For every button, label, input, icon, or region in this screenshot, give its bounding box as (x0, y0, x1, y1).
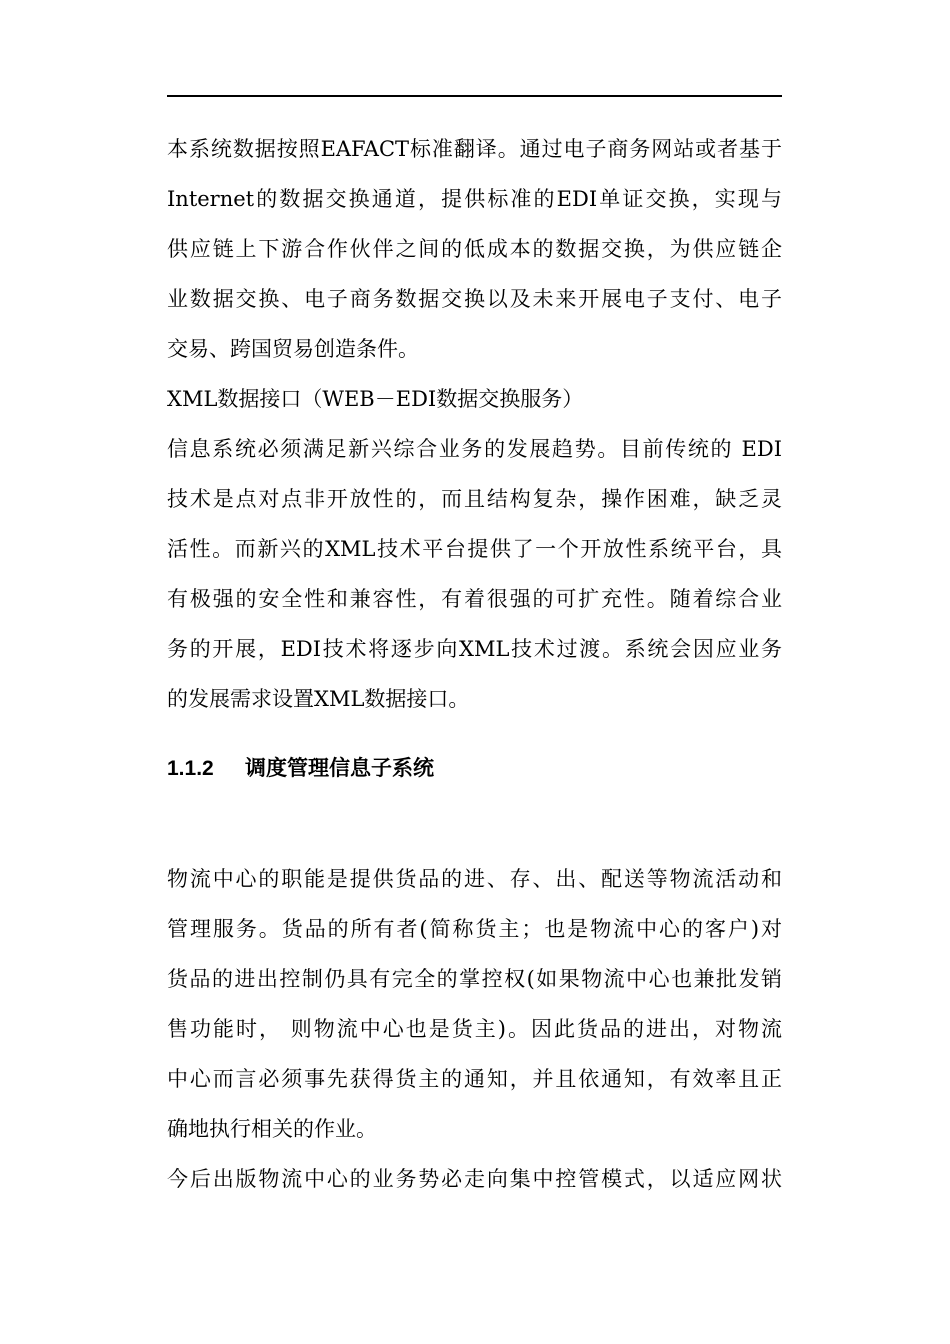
text-line: 务的开展，EDI技术将逐步向XML技术过渡。系统会因应业务 (167, 637, 782, 661)
text-line: 活性。而新兴的XML技术平台提供了一个开放性系统平台，具 (167, 537, 782, 561)
section-heading (167, 744, 782, 794)
page-content (167, 124, 782, 1204)
text-line: Internet的数据交换通道，提供标准的EDI单证交换，实现与 (167, 187, 782, 211)
text-line: 物流中心的职能是提供货品的进、存、出、配送等物流活动和 (167, 867, 782, 891)
text-line: 业数据交换、电子商务数据交换以及未来开展电子支付、电子 (167, 287, 782, 311)
subheading: XML数据接口（WEB－EDI数据交换服务） (167, 387, 584, 411)
text-line: 技术是点对点非开放性的，而且结构复杂，操作困难，缺乏灵 (167, 487, 782, 511)
text-line: 本系统数据按照EAFACT标准翻译。通过电子商务网站或者基于 (167, 137, 782, 161)
text-line: 售功能时， 则物流中心也是货主)。因此货品的进出，对物流 (167, 1017, 782, 1041)
header-rule (167, 95, 782, 97)
text-line: 货品的进出控制仍具有完全的掌控权(如果物流中心也兼批发销 (167, 967, 782, 991)
text-line: 交易、跨国贸易创造条件。 (167, 337, 419, 361)
section-title: 调度管理信息子系统 (245, 757, 434, 780)
text-line: 确地执行相关的作业。 (167, 1117, 377, 1141)
text-line: 供应链上下游合作伙伴之间的低成本的数据交换，为供应链企 (167, 237, 782, 261)
section-number: 1.1.2 (167, 757, 214, 780)
text-line: 的发展需求设置XML数据接口。 (167, 687, 470, 711)
paragraph (167, 1154, 782, 1204)
paragraph (167, 124, 782, 374)
text-line: 管理服务。货品的所有者(简称货主；也是物流中心的客户)对 (167, 917, 782, 941)
paragraph (167, 854, 782, 1154)
text-line: 信息系统必须满足新兴综合业务的发展趋势。目前传统的 EDI (167, 437, 782, 461)
text-line: 今后出版物流中心的业务势必走向集中控管模式，以适应网状 (167, 1167, 782, 1191)
text-line: 有极强的安全性和兼容性，有着很强的可扩充性。随着综合业 (167, 587, 782, 611)
text-line: 中心而言必须事先获得货主的通知，并且依通知，有效率且正 (167, 1067, 782, 1091)
paragraph (167, 424, 782, 724)
